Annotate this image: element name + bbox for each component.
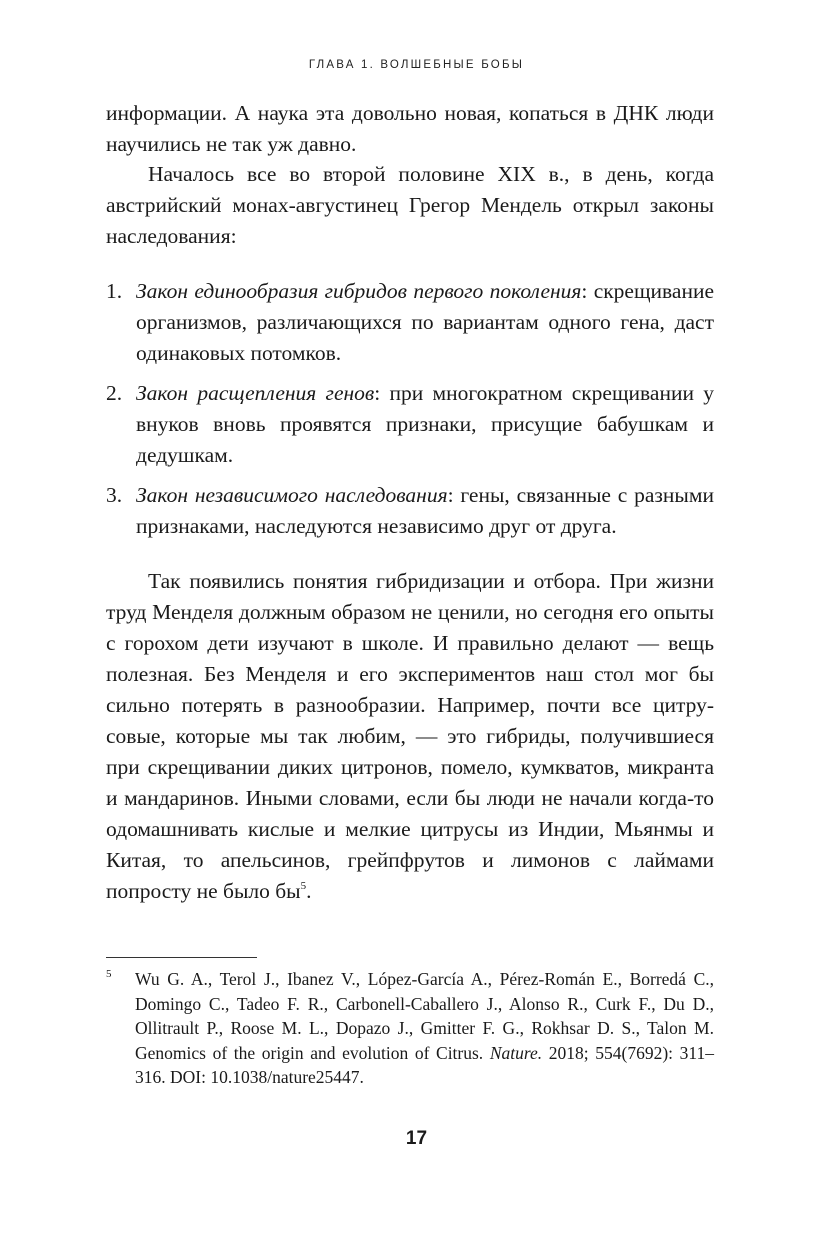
paragraph-text: Так появились понятия гибридизации и отбора. При жизни труд Менделя должным образом не ценили, но сегодня его опыты с горохом дети изучают в школе. И правильно делают — вещь полезная. Без Менделя и его экспериментов наш стол мог бы сильно потерять в разнообразии. Например, почти все цитрусовые, которые мы так любим, — это гибриды, получившиеся при скрещивании диких цитронов, помело, кумкватов, микранта и мандаринов. Иными словами, если бы люди не начали когда-то одомашнивать кислые и мелкие цитрусы из Индии, Мьянмы и Китая, то апельсинов, грейпфрутов и лимонов с лаймами попросту не было бы: [106, 569, 714, 903]
law-description: : при многократном скрещивании у внуков вновь проявятся признаки, присущие бабушкам и дедушкам.: [136, 381, 714, 467]
list-text: [136, 378, 714, 471]
list-item-law-2: [106, 378, 714, 471]
list-number: 3.: [106, 483, 123, 507]
footnote-reference[interactable]: 5: [300, 880, 307, 892]
running-head: ГЛАВА 1. ВОЛШЕБНЫЕ БОБЫ: [308, 59, 525, 71]
list-item-law-3: [106, 480, 714, 542]
footnote-text: [135, 967, 714, 1090]
footnote-authors: Wu G. A., Terol J., Ibanez V., López-García A., Pérez-Román E., Borredá C., Domingo C., Tadeo F. R., Carbonell-Caballero J., Alonso R., Curk F., Du D., Ollitrault P., Roose M. L., Dopazo J., Gmitter F. G., Rokhsar D. S., Talon M. Genomics of the origin and evolution of Citrus.: [135, 969, 714, 1063]
paragraph-mendel-intro: Началось все во второй половине XIX в., в день, когда австрийский монах-августинец Грегор Мендель открыл законы наследования:: [106, 162, 714, 248]
law-description: : гены, связанные с разными признаками, наследуются независимо друг от друга.: [136, 483, 714, 538]
law-title: Закон расщепления генов: [136, 381, 375, 405]
list-item-law-1: [106, 276, 714, 369]
law-description: : скрещивание организмов, различающихся по вариантам одного гена, даст одинаковых потомков.: [136, 279, 715, 365]
law-title: Закон независимого наследования: [136, 483, 448, 507]
list-number: 2.: [106, 381, 123, 405]
list-text: [136, 480, 714, 542]
paragraph-end: .: [306, 879, 312, 903]
paragraph-hybridization: [106, 566, 714, 907]
page-number: 17: [405, 1128, 428, 1149]
paragraph-continuation: информации. А наука эта довольно новая, копаться в ДНК люди научились не так уж давно.: [106, 101, 714, 156]
footnote-divider: [106, 957, 257, 958]
list-text: [136, 276, 714, 369]
footnote-number: 5: [106, 968, 112, 980]
law-title: Закон единообразия гибридов первого поколения: [136, 279, 582, 303]
footnote-details: 2018; 554(7692): 311–316. DOI: 10.1038/nature25447.: [135, 1042, 715, 1088]
footnote-journal: Nature.: [489, 1042, 543, 1063]
list-number: 1.: [106, 279, 123, 303]
